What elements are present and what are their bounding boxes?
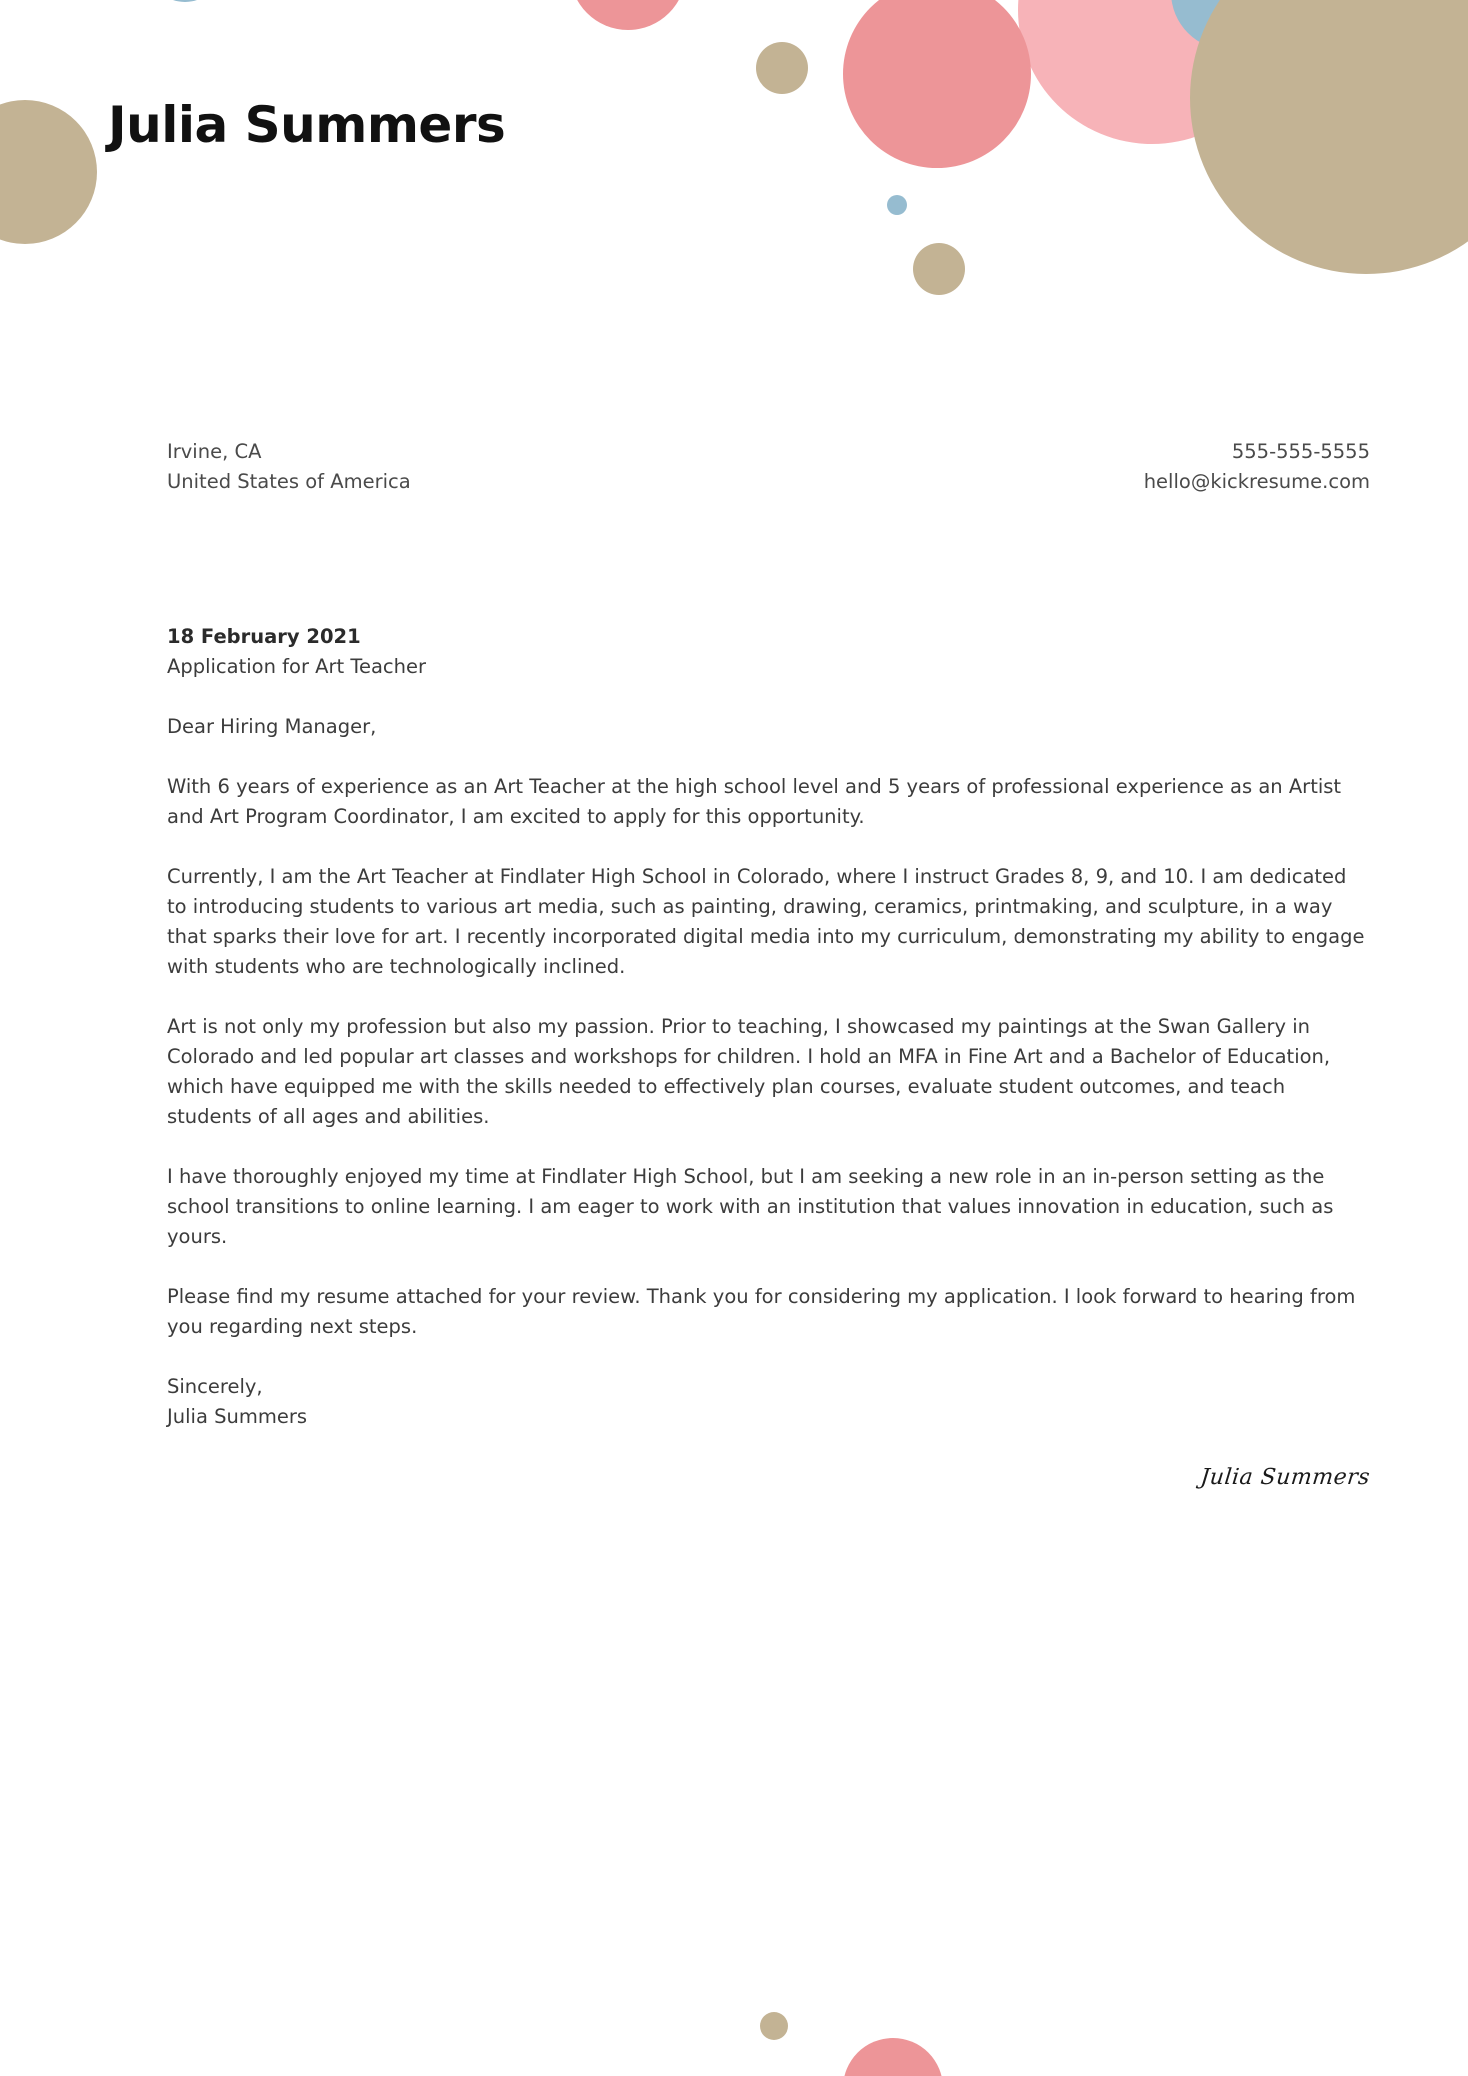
contact-city: Irvine, CA [167, 440, 262, 463]
contact-details [1144, 437, 1370, 497]
letter-salutation: Dear Hiring Manager, [167, 715, 377, 738]
contact-phone: 555-555-5555 [1231, 440, 1370, 463]
contact-country: United States of America [167, 470, 411, 493]
page-title: Julia Summers [108, 96, 506, 154]
letter-paragraph: I have thoroughly enjoyed my time at Findlater High School, but I am seeking a new role in an in-person setting as the school transitions to online learning. I am eager to work with an institution that values innovation in education, such as yours. [167, 1165, 1334, 1248]
letter-closing-name: Julia Summers [167, 1405, 307, 1428]
letter-paragraph: Art is not only my profession but also my passion. Prior to teaching, I showcased my paintings at the Swan Gallery in Colorado and led popular art classes and workshops for children. I hold an MFA in Fine Art and a Bachelor of Education, which have equipped me with the skills needed to effectively plan courses, evaluate student outcomes, and teach students of all ages and abilities. [167, 1015, 1331, 1128]
letter-paragraph: With 6 years of experience as an Art Teacher at the high school level and 5 years of professional experience as an Artist and Art Program Coordinator, I am excited to apply for this opportunity. [167, 775, 1342, 828]
letter-date: 18 February 2021 [167, 625, 361, 648]
signature: Julia Summers [1199, 1465, 1372, 1490]
contact-block [167, 437, 1370, 497]
letter-paragraph: Please find my resume attached for your review. Thank you for considering my application. I look forward to hearing from you regarding next steps. [167, 1285, 1356, 1338]
letter-subject: Application for Art Teacher [167, 655, 427, 678]
letter-body [167, 622, 1370, 1432]
letter-paragraph: Currently, I am the Art Teacher at Findlater High School in Colorado, where I instruct Grades 8, 9, and 10. I am dedicated to introducing students to various art media, such as painting, drawing, ceramics, printmaking, and sculpture, in a way that sparks their love for art. I recently incorporated digital media into my curriculum, demonstrating my ability to engage with students who are technologically inclined. [167, 865, 1365, 978]
letter-closing: Sincerely, [167, 1375, 263, 1398]
contact-address [167, 437, 411, 497]
contact-email: hello@kickresume.com [1143, 470, 1370, 493]
